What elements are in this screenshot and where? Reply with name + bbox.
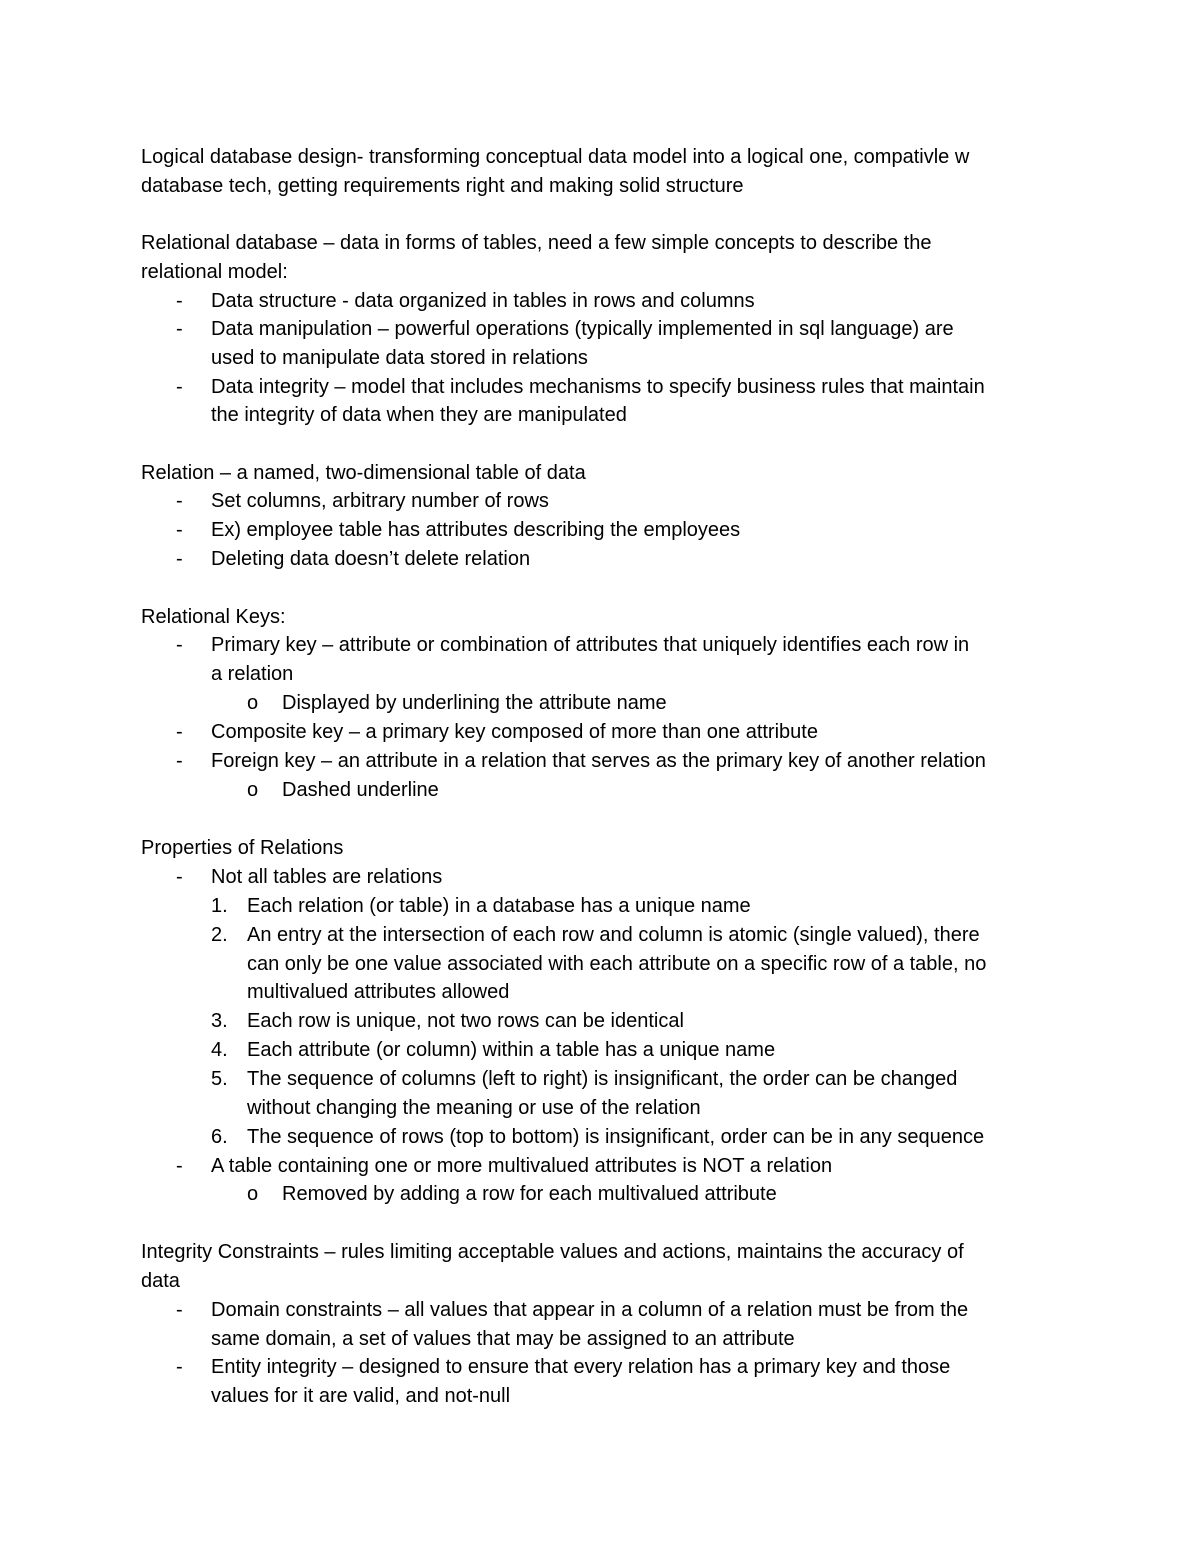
list-item-text: Set columns, arbitrary number of rows — [211, 490, 549, 512]
list-item-text: Data structure - data organized in tables in rows and columns — [211, 290, 755, 312]
circle-bullet: o — [247, 779, 259, 801]
circle-bullet: o — [247, 692, 259, 714]
list-item-text: Each row is unique, not two rows can be identical — [247, 1010, 684, 1032]
list-item-text: The sequence of columns (left to right) is insignificant, the order can be changed — [247, 1068, 958, 1090]
number-marker: 3. — [211, 1010, 228, 1032]
dash-bullet: - — [176, 866, 183, 888]
list-item-text: Data integrity – model that includes mechanisms to specify business rules that maintain — [211, 376, 985, 398]
list-item-text: Each attribute (or column) within a table has a unique name — [247, 1039, 776, 1061]
section-heading: relational model: — [141, 261, 288, 283]
dash-bullet: - — [176, 1356, 183, 1378]
list-item-text: Ex) employee table has attributes describing the employees — [211, 519, 741, 541]
list-item-text: The sequence of rows (top to bottom) is insignificant, order can be in any sequence — [247, 1126, 985, 1148]
dash-bullet: - — [176, 290, 183, 312]
intro-line: Logical database design- transforming conceptual data model into a logical one, compativle w — [141, 146, 970, 168]
section-heading: Properties of Relations — [141, 837, 344, 859]
list-item-text: Deleting data doesn’t delete relation — [211, 548, 531, 570]
dash-bullet: - — [176, 519, 183, 541]
list-item-text: a relation — [211, 663, 294, 685]
number-marker: 6. — [211, 1126, 228, 1148]
list-item-text: Domain constraints – all values that appear in a column of a relation must be from the — [211, 1299, 969, 1321]
dash-bullet: - — [176, 1299, 183, 1321]
list-item-text: values for it are valid, and not-null — [211, 1385, 511, 1407]
list-item-text: A table containing one or more multivalued attributes is NOT a relation — [211, 1155, 833, 1177]
list-item-text: An entry at the intersection of each row and column is atomic (single valued), there — [247, 924, 980, 946]
dash-bullet: - — [176, 376, 183, 398]
section-heading: Relational Keys: — [141, 606, 286, 628]
number-marker: 5. — [211, 1068, 228, 1090]
list-item-text: Dashed underline — [282, 779, 439, 801]
section-heading: Relational database – data in forms of tables, need a few simple concepts to describe the — [141, 232, 932, 254]
dash-bullet: - — [176, 490, 183, 512]
list-item-text: the integrity of data when they are manipulated — [211, 404, 627, 426]
circle-bullet: o — [247, 1183, 259, 1205]
intro-line: database tech, getting requirements right and making solid structure — [141, 175, 744, 197]
section-heading: Integrity Constraints – rules limiting acceptable values and actions, maintains the accuracy of — [141, 1241, 964, 1263]
list-item-text: can only be one value associated with each attribute on a specific row of a table, no — [247, 953, 987, 975]
number-marker: 2. — [211, 924, 228, 946]
list-item-text: used to manipulate data stored in relations — [211, 347, 588, 369]
dash-bullet: - — [176, 548, 183, 570]
dash-bullet: - — [176, 318, 183, 340]
dash-bullet: - — [176, 750, 183, 772]
list-item-text: Data manipulation – powerful operations (typically implemented in sql language) are — [211, 318, 954, 340]
list-item-text: multivalued attributes allowed — [247, 981, 510, 1003]
list-item-text: Each relation (or table) in a database has a unique name — [247, 895, 751, 917]
dash-bullet: - — [176, 1155, 183, 1177]
section-heading: data — [141, 1270, 180, 1292]
list-item-text: Not all tables are relations — [211, 866, 443, 888]
list-item-text: Primary key – attribute or combination of attributes that uniquely identifies each row in — [211, 634, 970, 656]
dash-bullet: - — [176, 721, 183, 743]
number-marker: 1. — [211, 895, 228, 917]
list-item-text: Entity integrity – designed to ensure that every relation has a primary key and those — [211, 1356, 951, 1378]
list-item-text: Removed by adding a row for each multivalued attribute — [282, 1183, 777, 1205]
section-heading: Relation – a named, two-dimensional table of data — [141, 462, 586, 484]
list-item-text: Foreign key – an attribute in a relation that serves as the primary key of another relation — [211, 750, 986, 772]
list-item-text: Displayed by underlining the attribute name — [282, 692, 667, 714]
list-item-text: same domain, a set of values that may be assigned to an attribute — [211, 1328, 795, 1350]
list-item-text: without changing the meaning or use of the relation — [247, 1097, 701, 1119]
list-item-text: Composite key – a primary key composed of more than one attribute — [211, 721, 818, 743]
dash-bullet: - — [176, 634, 183, 656]
number-marker: 4. — [211, 1039, 228, 1061]
